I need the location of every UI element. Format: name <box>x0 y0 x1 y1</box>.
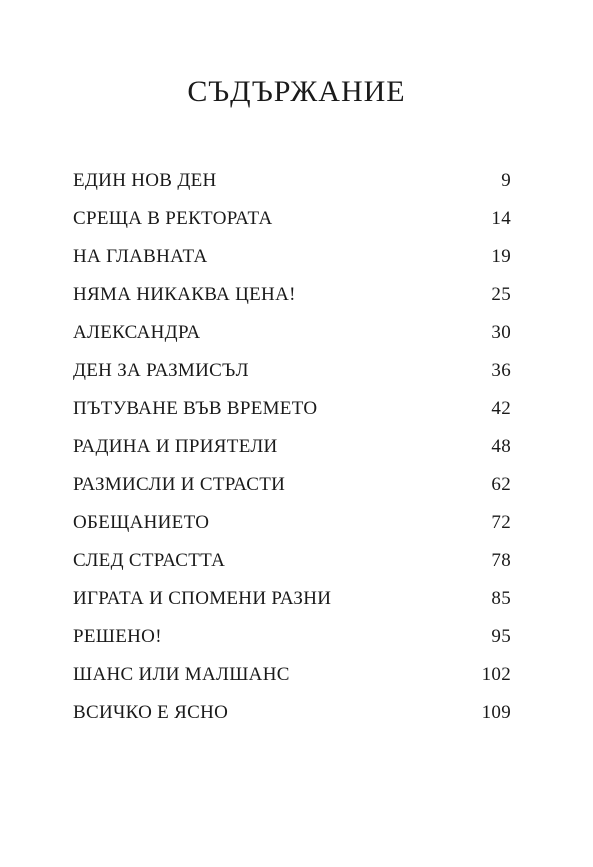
toc-entry-page-number: 95 <box>491 626 511 647</box>
toc-entry <box>73 471 511 509</box>
toc-entry <box>73 281 511 319</box>
toc-entry-page-number: 78 <box>491 550 511 571</box>
toc-entry-title: ЕДИН НОВ ДЕН <box>73 170 217 191</box>
toc-entry <box>73 205 511 243</box>
toc-entry <box>73 243 511 281</box>
toc-entry <box>73 699 511 737</box>
toc-entry <box>73 623 511 661</box>
toc-entry-page-number: 62 <box>491 474 511 495</box>
toc-entry <box>73 357 511 395</box>
toc-entry-title: РЕШЕНО! <box>73 626 162 647</box>
toc-entry-page-number: 85 <box>491 588 511 609</box>
toc-entry-page-number: 42 <box>491 398 511 419</box>
toc-entry-title: СРЕЩА В РЕКТОРАТА <box>73 208 273 229</box>
toc-list <box>73 167 511 737</box>
toc-entry <box>73 433 511 471</box>
toc-entry-page-number: 48 <box>491 436 511 457</box>
toc-entry <box>73 547 511 585</box>
toc-entry-page-number: 109 <box>481 702 511 723</box>
toc-entry-title: НА ГЛАВНАТА <box>73 246 208 267</box>
toc-entry-page-number: 36 <box>491 360 511 381</box>
toc-entry-title: НЯМА НИКАКВА ЦЕНА! <box>73 284 296 305</box>
toc-entry-page-number: 102 <box>481 664 511 685</box>
toc-entry-page-number: 14 <box>491 208 511 229</box>
toc-entry-title: ШАНС ИЛИ МАЛШАНС <box>73 664 290 685</box>
toc-entry <box>73 167 511 205</box>
toc-entry-title: ОБЕЩАНИЕТО <box>73 512 210 533</box>
page-title: СЪДЪРЖАНИЕ <box>187 75 406 108</box>
toc-entry-page-number: 19 <box>491 246 511 267</box>
toc-entry-title: РАДИНА И ПРИЯТЕЛИ <box>73 436 278 457</box>
toc-entry-title: ИГРАТА И СПОМЕНИ РАЗНИ <box>73 588 332 609</box>
toc-entry-page-number: 72 <box>491 512 511 533</box>
toc-entry-title: ПЪТУВАНЕ ВЪВ ВРЕМЕТО <box>73 398 318 419</box>
toc-entry-title: РАЗМИСЛИ И СТРАСТИ <box>73 474 286 495</box>
toc-entry-title: АЛЕКСАНДРА <box>73 322 201 343</box>
toc-entry-title: СЛЕД СТРАСТТА <box>73 550 226 571</box>
toc-entry <box>73 509 511 547</box>
toc-entry-page-number: 9 <box>501 170 511 191</box>
toc-entry-title: ВСИЧКО Е ЯСНО <box>73 702 229 723</box>
toc-entry <box>73 319 511 357</box>
toc-entry-page-number: 25 <box>491 284 511 305</box>
toc-entry <box>73 395 511 433</box>
toc-entry-page-number: 30 <box>491 322 511 343</box>
toc-entry-title: ДЕН ЗА РАЗМИСЪЛ <box>73 360 249 381</box>
toc-entry <box>73 661 511 699</box>
toc-entry <box>73 585 511 623</box>
